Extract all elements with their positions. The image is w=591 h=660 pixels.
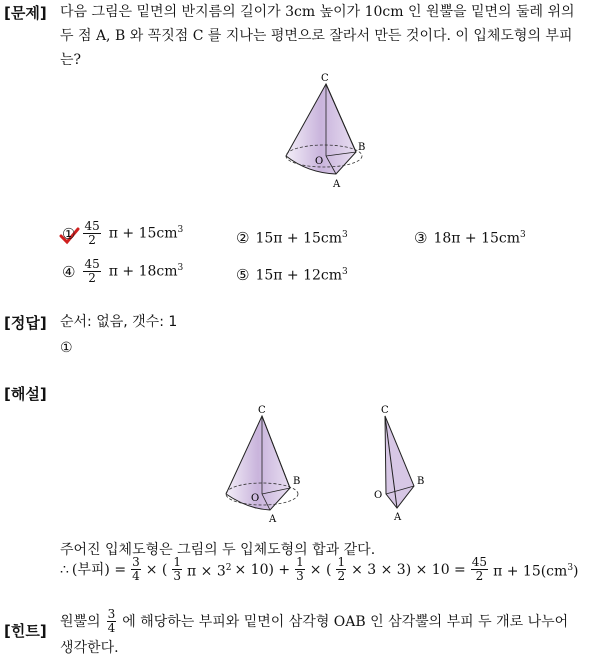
explanation-line1: 주어진 입체도형은 그림의 두 입체도형의 합과 같다. — [60, 542, 376, 558]
label-b: B — [293, 476, 301, 487]
label-c: C — [381, 405, 389, 416]
hint-line2: 생각한다. — [60, 640, 119, 656]
problem-text: 다음 그림은 밑면의 반지름의 길이가 3cm 높이가 10cm 인 원뿔을 밑면의 둘레 위의 두 점 A, B 와 꼭짓점 C 를 지나는 평면으로 잘라서 만든 것이다. 이 입체도형의 부피는? — [60, 4, 575, 68]
choice-5[interactable]: ⑤ $15\pi + 12cm^3$ — [236, 266, 348, 284]
answer-meta: 순서: 없음, 갯수: 1 — [60, 314, 178, 330]
label-o: O — [251, 493, 260, 504]
explanation-tag: [해설] — [4, 385, 47, 403]
label-b: B — [417, 476, 425, 487]
choice-2[interactable]: ② $15\pi + 15cm^3$ — [236, 229, 348, 247]
label-c: C — [258, 405, 266, 416]
explanation-cone-figure — [218, 402, 318, 526]
explanation-formula: ∴ (부피) = $\frac{3}{4}$ × ( $\frac{1}{3}$ $\pi \times 3^2$ × 10) + $\frac{1}{3}$ × ( $\frac{1}{2}$ × 3 × 3) × 10 = $\frac{45}{2}$ $\pi + 15(cm^3)$ — [60, 555, 579, 584]
choice-1[interactable]: ① $\frac{45}{2}$ $\pi + 15cm^3$ — [62, 219, 184, 247]
hint-tag: [힌트] — [4, 622, 47, 640]
problem-cone-figure — [278, 70, 378, 192]
problem-tag: [문제] — [4, 4, 47, 22]
label-a: A — [394, 512, 402, 523]
label-o: O — [315, 156, 324, 167]
choice-4[interactable]: ④ $\frac{45}{2}$ $\pi + 18cm^3$ — [62, 257, 184, 285]
label-b: B — [358, 142, 366, 153]
explanation-pyramid-figure — [370, 402, 440, 526]
answer-value: ① — [60, 340, 73, 356]
hint-line1: 원뿔의 $\frac{3}{4}$ 에 해당하는 부피와 밑면이 삼각형 OAB 인 삼각뿔의 부피 두 개로 나누어 — [60, 607, 569, 635]
choice-3[interactable]: ③ $18\pi + 15cm^3$ — [414, 229, 526, 247]
label-c: C — [321, 73, 329, 84]
label-a: A — [269, 514, 277, 525]
label-a: A — [333, 179, 341, 190]
answer-tag: [정답] — [4, 314, 47, 332]
label-o: O — [374, 490, 383, 501]
